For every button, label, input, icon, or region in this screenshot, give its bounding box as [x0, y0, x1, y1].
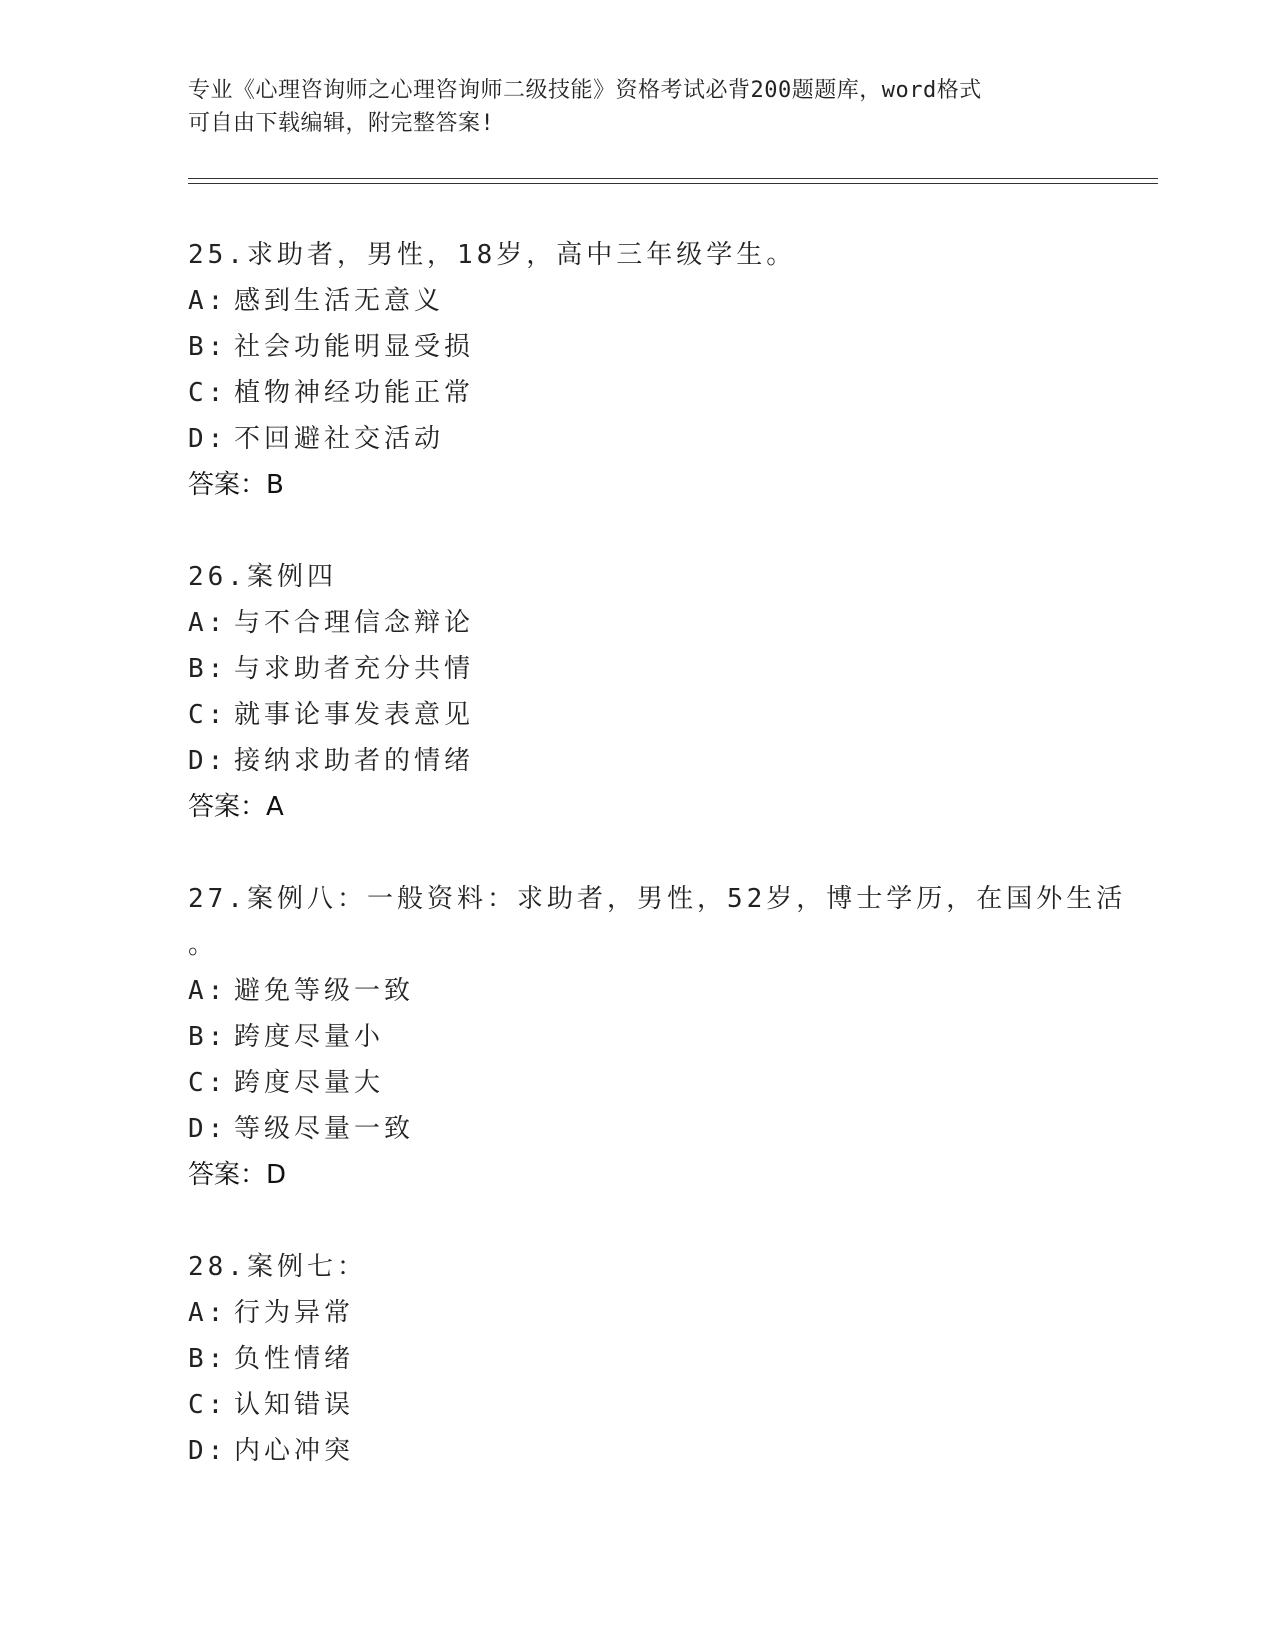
question-stem: 26.案例四 [188, 562, 337, 592]
option-label: C: [188, 378, 228, 408]
option-text: 与求助者充分共情 [234, 654, 475, 684]
option-b [188, 646, 1138, 692]
question-28 [188, 1244, 1138, 1474]
option-text: 认知错误 [234, 1390, 355, 1420]
option-text: 感到生活无意义 [234, 286, 445, 316]
option-d [188, 1428, 1138, 1474]
option-text: 社会功能明显受损 [234, 332, 475, 362]
option-label: B: [188, 654, 228, 684]
option-text: 行为异常 [234, 1298, 355, 1328]
question-stem: 28.案例七： [188, 1252, 367, 1282]
question-25 [188, 232, 1138, 508]
option-a [188, 278, 1138, 324]
option-label: A: [188, 1298, 228, 1328]
option-c [188, 370, 1138, 416]
option-text: 与不合理信念辩论 [234, 608, 475, 638]
option-c [188, 1382, 1138, 1428]
option-text: 负性情绪 [234, 1344, 355, 1374]
option-text: 植物神经功能正常 [234, 378, 475, 408]
option-label: A: [188, 286, 228, 316]
question-stem: 25.求助者，男性，18岁，高中三年级学生。 [188, 240, 797, 270]
answer-line: 答案：B [188, 470, 284, 500]
option-text: 不回避社交活动 [234, 424, 445, 454]
option-a [188, 1290, 1138, 1336]
option-text: 接纳求助者的情绪 [234, 746, 475, 776]
option-d [188, 416, 1138, 462]
header-divider-top [188, 178, 1158, 179]
document-header [188, 74, 1088, 140]
option-label: B: [188, 332, 228, 362]
question-26 [188, 554, 1138, 830]
option-text: 内心冲突 [234, 1436, 355, 1466]
option-d [188, 738, 1138, 784]
option-text: 跨度尽量大 [234, 1068, 385, 1098]
option-c [188, 692, 1138, 738]
option-b [188, 1014, 1138, 1060]
question-27 [188, 876, 1138, 1198]
option-label: A: [188, 976, 228, 1006]
option-label: B: [188, 1022, 228, 1052]
option-label: C: [188, 1068, 228, 1098]
option-label: D: [188, 746, 228, 776]
option-a [188, 968, 1138, 1014]
answer-line: 答案：D [188, 1160, 287, 1190]
header-line-1: 专业《心理咨询师之心理咨询师二级技能》资格考试必背200题题库，word格式 [188, 78, 982, 103]
option-a [188, 600, 1138, 646]
option-text: 跨度尽量小 [234, 1022, 385, 1052]
option-label: D: [188, 424, 228, 454]
option-text: 避免等级一致 [234, 976, 415, 1006]
option-d [188, 1106, 1138, 1152]
option-label: C: [188, 1390, 228, 1420]
option-b [188, 324, 1138, 370]
option-label: C: [188, 700, 228, 730]
option-label: D: [188, 1436, 228, 1466]
question-stem: 27.案例八：一般资料：求助者，男性，52岁，博士学历，在国外生活 [188, 884, 1127, 914]
option-label: B: [188, 1344, 228, 1374]
option-c [188, 1060, 1138, 1106]
option-text: 等级尽量一致 [234, 1114, 415, 1144]
question-stem-continuation: 。 [188, 930, 219, 960]
option-text: 就事论事发表意见 [234, 700, 475, 730]
header-divider-bottom [188, 183, 1158, 184]
header-line-2: 可自由下载编辑，附完整答案! [188, 111, 495, 136]
question-list [188, 232, 1138, 1520]
option-b [188, 1336, 1138, 1382]
option-label: D: [188, 1114, 228, 1144]
answer-line: 答案：A [188, 792, 284, 822]
option-label: A: [188, 608, 228, 638]
